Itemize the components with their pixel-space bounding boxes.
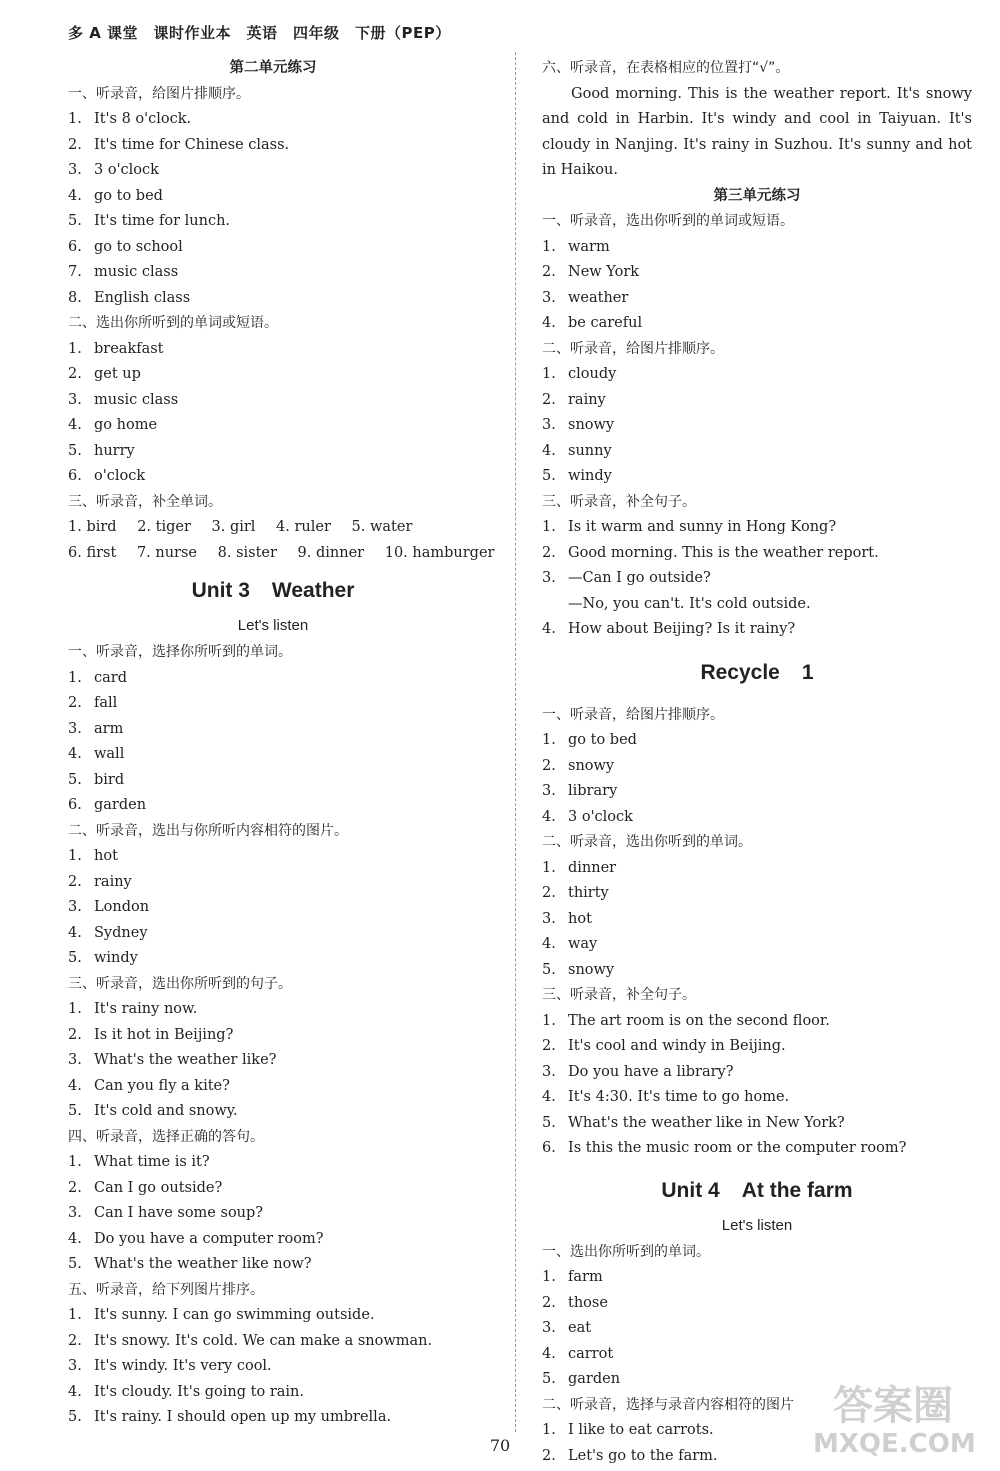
answer-item	[68, 1048, 478, 1074]
answer-word: 6. first	[68, 544, 117, 561]
answer-item	[68, 388, 478, 414]
item-text: those	[568, 1294, 608, 1311]
question-heading: 五、听录音，给下列图片排序。	[68, 1281, 264, 1298]
item-number: 1.	[68, 1001, 82, 1017]
item-text: weather	[568, 289, 629, 306]
item-text: Can I go outside?	[94, 1179, 223, 1196]
answer-item	[542, 754, 972, 780]
answer-item	[542, 1291, 972, 1317]
item-number: 2.	[542, 1447, 556, 1464]
answer-word: 4. ruler	[276, 519, 331, 535]
question-heading: 一、听录音，给图片排顺序。	[68, 85, 250, 102]
item-text: fall	[94, 695, 118, 711]
answer-item	[542, 515, 972, 541]
item-text: hot	[94, 848, 118, 864]
item-number: 4.	[542, 808, 556, 825]
answer-item	[542, 388, 972, 414]
answer-item	[542, 413, 972, 439]
item-text: It's rainy now.	[94, 1001, 198, 1017]
item-text: library	[568, 783, 618, 799]
section-title-unit2-exercise: 第二单元练习	[229, 60, 317, 76]
right-column	[542, 56, 972, 1469]
item-number: 2.	[542, 885, 556, 901]
item-number: 1.	[542, 238, 556, 255]
question-heading: 六、听录音，在表格相应的位置打“√”。	[542, 60, 790, 76]
item-number: 3.	[542, 1063, 556, 1080]
item-number: 4.	[542, 315, 556, 331]
answer-item	[68, 337, 478, 363]
item-text: dinner	[568, 859, 617, 876]
question-heading: 一、选出你所听到的单词。	[542, 1243, 710, 1260]
item-text: It's sunny. I can go swimming outside.	[94, 1307, 375, 1323]
answer-item	[542, 1085, 972, 1111]
answer-item	[68, 793, 478, 819]
answer-word: 10. hamburger	[384, 544, 495, 561]
item-text: I like to eat carrots.	[568, 1422, 714, 1438]
item-text: It's 4:30. It's time to go home.	[568, 1089, 790, 1105]
unit-title	[542, 1162, 972, 1212]
answer-item	[68, 844, 478, 870]
answer-item	[68, 362, 478, 388]
answer-item	[68, 691, 478, 717]
item-text: music class	[94, 391, 179, 408]
item-text: Let's go to the farm.	[568, 1447, 718, 1464]
recycle-label: Recycle	[700, 660, 780, 684]
item-number: 1.	[68, 848, 82, 864]
item-number: 5.	[542, 1371, 556, 1387]
item-text: snowy	[568, 417, 615, 433]
answer-item	[68, 464, 478, 490]
item-text: Can you fly a kite?	[94, 1077, 230, 1094]
item-text: Sydney	[94, 924, 148, 941]
left-column	[68, 56, 495, 1431]
answer-item	[68, 413, 478, 439]
question-block	[68, 82, 478, 312]
answer-item	[542, 958, 972, 984]
answer-item	[542, 856, 972, 882]
answer-word: 9. dinner	[297, 544, 365, 561]
question-block	[542, 703, 972, 831]
answer-item	[68, 921, 478, 947]
question-heading: 一、听录音，给图片排顺序。	[542, 706, 724, 723]
item-text: It's windy. It's very cool.	[94, 1358, 272, 1374]
item-text: carrot	[568, 1345, 614, 1362]
item-number: 4.	[542, 442, 556, 459]
item-number: 1.	[68, 1154, 82, 1170]
item-number: 3.	[68, 391, 82, 408]
answer-item	[542, 907, 972, 933]
item-number: 7.	[68, 264, 82, 280]
item-number: 2.	[542, 264, 556, 280]
item-text: eat	[568, 1320, 592, 1336]
unit-number: Unit 3	[191, 579, 250, 602]
item-number: 1.	[68, 669, 82, 686]
answer-item	[68, 742, 478, 768]
answer-item	[542, 728, 972, 754]
item-text: way	[568, 936, 598, 952]
item-text: How about Beijing? Is it rainy?	[568, 621, 796, 637]
item-text: garden	[94, 797, 147, 813]
item-number: 4.	[68, 1077, 82, 1094]
page-header: 多 A 课堂 课时作业本 英语 四年级 下册（PEP）	[68, 24, 451, 42]
answer-item	[68, 946, 478, 972]
item-number: 3.	[542, 910, 556, 927]
item-number: 3.	[68, 1358, 82, 1374]
answer-item	[68, 1176, 478, 1202]
item-number: 2.	[68, 1179, 82, 1196]
question-heading: 二、听录音，选出你听到的单词。	[542, 834, 752, 850]
item-number: 4.	[68, 187, 82, 204]
answer-item	[68, 107, 478, 133]
item-text: go to bed	[94, 187, 163, 204]
answer-item	[68, 1201, 478, 1227]
answer-item	[68, 1150, 478, 1176]
item-number: 6.	[68, 238, 82, 255]
question-heading: 一、听录音，选择你所听到的单词。	[68, 644, 292, 660]
item-text: English class	[94, 289, 191, 306]
item-number: 2.	[542, 544, 556, 561]
answer-item	[542, 311, 972, 337]
item-number: 1.	[542, 732, 556, 748]
item-number: 1.	[68, 340, 82, 357]
item-text: rainy	[94, 873, 132, 890]
answer-item	[542, 1111, 972, 1137]
question-block	[68, 1125, 478, 1278]
answer-item	[68, 133, 478, 159]
item-text: music class	[94, 264, 179, 280]
item-text: hot	[568, 910, 592, 927]
answer-item	[542, 362, 972, 388]
item-number: 4.	[542, 1089, 556, 1105]
answer-item	[542, 464, 972, 490]
item-number: 4.	[542, 936, 556, 952]
question-heading: 二、听录音，给图片排顺序。	[542, 340, 724, 357]
item-number: 2.	[68, 873, 82, 890]
answer-item	[68, 235, 478, 261]
answer-item	[68, 717, 478, 743]
answer-item	[68, 1252, 478, 1278]
item-text: What's the weather like in New York?	[568, 1114, 845, 1131]
recycle-title	[542, 643, 972, 695]
answer-item	[542, 779, 972, 805]
answer-item	[542, 541, 972, 567]
item-number: 3.	[542, 289, 556, 306]
answer-item	[542, 932, 972, 958]
unit-number: Unit 4	[661, 1178, 720, 1202]
fill-word-row	[68, 515, 478, 541]
item-number: 6.	[542, 1140, 556, 1156]
item-number: 3.	[68, 1205, 82, 1221]
item-text: card	[94, 669, 127, 686]
answer-item	[542, 286, 972, 312]
item-text: It's snowy. It's cold. We can make a snowman.	[94, 1332, 433, 1349]
item-text: arm	[94, 720, 124, 737]
item-number: 4.	[68, 1230, 82, 1247]
question-heading: 三、听录音，补全句子。	[542, 987, 696, 1003]
item-text: Is it hot in Beijing?	[94, 1026, 234, 1043]
item-text: It's rainy. I should open up my umbrella.	[94, 1409, 392, 1425]
item-text: Do you have a computer room?	[94, 1230, 324, 1247]
item-number: 3.	[542, 1320, 556, 1336]
item-text: It's cool and windy in Beijing.	[568, 1038, 786, 1054]
item-number: 5.	[68, 213, 82, 229]
question-block	[542, 830, 972, 983]
item-text: It's 8 o'clock.	[94, 111, 192, 127]
question-heading: 一、听录音，选出你听到的单词或短语。	[542, 213, 794, 229]
item-number: 5.	[542, 1114, 556, 1131]
item-text: 3 o'clock	[568, 808, 633, 825]
question-block	[68, 1278, 478, 1431]
item-text: Is this the music room or the computer room?	[568, 1140, 907, 1156]
answer-item	[68, 768, 478, 794]
item-number: 3.	[68, 1052, 82, 1068]
item-number: 1.	[542, 859, 556, 876]
item-number: 2.	[68, 1332, 82, 1349]
answer-item	[68, 1380, 478, 1406]
answer-item	[68, 1354, 478, 1380]
item-number: 5.	[68, 1256, 82, 1272]
answer-item	[542, 1009, 972, 1035]
item-number: 2.	[68, 1026, 82, 1043]
answer-item	[68, 870, 478, 896]
answer-item	[68, 1405, 478, 1431]
item-text: bird	[94, 771, 125, 788]
answer-word: 3. girl	[211, 519, 256, 535]
answer-item	[68, 209, 478, 235]
answer-item	[542, 1060, 972, 1086]
answer-item	[542, 566, 972, 592]
item-number: 3.	[68, 899, 82, 915]
answer-item	[542, 805, 972, 831]
item-number: 3.	[68, 720, 82, 737]
question-block	[542, 209, 972, 337]
item-text: o'clock	[94, 468, 146, 484]
item-text: What's the weather like?	[94, 1052, 277, 1068]
item-number: 1.	[542, 1012, 556, 1029]
item-text: breakfast	[94, 340, 164, 357]
question-heading: 三、听录音，补全句子。	[542, 493, 696, 510]
lets-listen-heading: Let's listen	[721, 1216, 793, 1234]
answer-item	[542, 1034, 972, 1060]
item-number: 4.	[68, 1383, 82, 1400]
answer-item	[68, 666, 478, 692]
answer-item	[68, 1329, 478, 1355]
item-text: hurry	[94, 442, 135, 459]
page-number: 70	[489, 1436, 511, 1455]
question-block	[68, 311, 478, 490]
question-heading: 三、听录音，选出你所听到的句子。	[68, 975, 292, 992]
item-number: 6.	[68, 797, 82, 813]
answer-word: 7. nurse	[136, 544, 198, 561]
item-number: 4.	[68, 746, 82, 762]
item-text: thirty	[568, 885, 609, 901]
item-text: What's the weather like now?	[94, 1256, 312, 1272]
item-number: 1.	[542, 1269, 556, 1285]
item-number: 5.	[68, 771, 82, 788]
item-number: 5.	[68, 1103, 82, 1119]
answer-item	[68, 1099, 478, 1125]
listening-script-paragraph: Good morning. This is the weather report. It's snowy and cold in Harbin. It's windy and cool in Taiyuan. It's cloudy in Nanjing. It's rainy in Suzhou. It's sunny and hot in Haikou.	[542, 85, 972, 178]
answer-item	[68, 997, 478, 1023]
item-text: 3 o'clock	[94, 162, 159, 178]
item-text: wall	[94, 746, 125, 762]
item-text: It's time for lunch.	[94, 213, 231, 229]
answer-word: 8. sister	[217, 544, 277, 561]
item-text: garden	[568, 1371, 621, 1387]
question-block	[542, 337, 972, 490]
item-text: —No, you can't. It's cold outside.	[568, 595, 811, 612]
item-text: rainy	[568, 391, 606, 408]
question-block	[542, 983, 972, 1162]
question-heading: 三、听录音，补全单词。	[68, 493, 222, 510]
item-number: 4.	[68, 924, 82, 941]
item-text: Do you have a library?	[568, 1063, 734, 1080]
answer-item	[68, 260, 478, 286]
answer-item	[68, 1227, 478, 1253]
answer-item	[68, 1023, 478, 1049]
item-number: 3.	[68, 162, 82, 178]
item-number: 1.	[542, 366, 556, 382]
item-number: 1.	[542, 1422, 556, 1438]
answer-item	[542, 235, 972, 261]
answer-item	[68, 439, 478, 465]
item-number: 3.	[542, 570, 556, 586]
item-text: Is it warm and sunny in Hong Kong?	[568, 519, 837, 535]
item-text: go to bed	[568, 732, 637, 748]
item-text: warm	[568, 238, 610, 255]
unit-name: Weather	[271, 579, 355, 602]
item-text: The art room is on the second floor.	[568, 1012, 830, 1029]
answer-item	[542, 592, 972, 618]
item-text: go to school	[94, 238, 183, 255]
item-number: 4.	[68, 417, 82, 433]
question-heading: 二、听录音，选出与你所听内容相符的图片。	[68, 822, 348, 839]
item-number: 2.	[542, 1294, 556, 1311]
item-text: go home	[94, 417, 158, 433]
item-text: —Can I go outside?	[568, 570, 711, 586]
item-text: Can I have some soup?	[94, 1205, 264, 1221]
item-text: What time is it?	[94, 1154, 210, 1170]
item-number: 4.	[542, 621, 556, 637]
fill-word-row	[68, 541, 495, 567]
item-text: New York	[568, 264, 640, 280]
answer-word: 5. water	[351, 519, 413, 535]
answer-item	[68, 286, 478, 312]
question-block	[68, 819, 478, 972]
answer-item	[542, 1342, 972, 1368]
item-number: 3.	[542, 417, 556, 433]
unit-name: At the farm	[741, 1178, 853, 1202]
watermark-site: MXQE.COM	[813, 1429, 976, 1459]
answer-word: 2. tiger	[137, 519, 191, 535]
item-text: cloudy	[568, 366, 617, 382]
answer-word: 1. bird	[68, 519, 117, 535]
watermark-logo	[803, 1370, 988, 1465]
item-number: 3.	[542, 783, 556, 799]
answer-item	[542, 1265, 972, 1291]
item-text: farm	[568, 1269, 603, 1285]
question-heading: 二、选出你所听到的单词或短语。	[68, 315, 278, 331]
item-number: 2.	[542, 757, 556, 774]
question-block	[542, 490, 972, 643]
answer-item	[542, 881, 972, 907]
item-text: It's cold and snowy.	[94, 1103, 238, 1119]
recycle-number: 1	[801, 660, 814, 684]
answer-item	[542, 439, 972, 465]
item-text: windy	[568, 468, 612, 484]
item-text: It's time for Chinese class.	[94, 136, 290, 153]
item-text: be careful	[568, 315, 643, 331]
item-number: 6.	[68, 468, 82, 484]
item-text: London	[94, 899, 150, 915]
item-number: 5.	[68, 950, 82, 966]
answer-item	[68, 184, 478, 210]
item-text: snowy	[568, 961, 615, 978]
item-text: sunny	[568, 442, 612, 459]
item-number: 2.	[68, 136, 82, 153]
item-number: 2.	[542, 1038, 556, 1054]
question-heading: 四、听录音，选择正确的答句。	[68, 1128, 264, 1145]
answer-item	[542, 260, 972, 286]
item-text: windy	[94, 950, 138, 966]
answer-item	[542, 1316, 972, 1342]
item-number: 1.	[68, 111, 82, 127]
answer-item	[68, 895, 478, 921]
item-number: 5.	[68, 1409, 82, 1425]
item-number: 2.	[68, 695, 82, 711]
item-number: 1.	[68, 1307, 82, 1323]
item-text: snowy	[568, 757, 615, 774]
item-text: Good morning. This is the weather report.	[568, 544, 879, 561]
column-divider	[515, 52, 517, 1432]
item-number: 2.	[68, 366, 82, 382]
item-number: 5.	[542, 468, 556, 484]
item-number: 4.	[542, 1345, 556, 1362]
answer-item	[68, 1303, 478, 1329]
section-title-unit3-exercise: 第三单元练习	[713, 187, 801, 204]
item-number: 5.	[542, 961, 556, 978]
unit-title	[68, 566, 478, 612]
answer-item	[542, 617, 972, 643]
item-number: 1.	[542, 519, 556, 535]
item-number: 2.	[542, 391, 556, 408]
lets-listen-heading: Let's listen	[237, 617, 309, 634]
question-block	[68, 640, 478, 819]
item-text: It's cloudy. It's going to rain.	[94, 1383, 304, 1400]
question-block	[68, 972, 478, 1125]
item-number: 8.	[68, 289, 82, 306]
item-number: 5.	[68, 442, 82, 459]
watermark-chars: 答案圈	[833, 1383, 953, 1429]
question-heading: 二、听录音，选择与录音内容相符的图片	[542, 1396, 794, 1413]
answer-item	[68, 1074, 478, 1100]
answer-item	[542, 1136, 972, 1162]
item-text: get up	[94, 366, 141, 382]
answer-item	[68, 158, 478, 184]
